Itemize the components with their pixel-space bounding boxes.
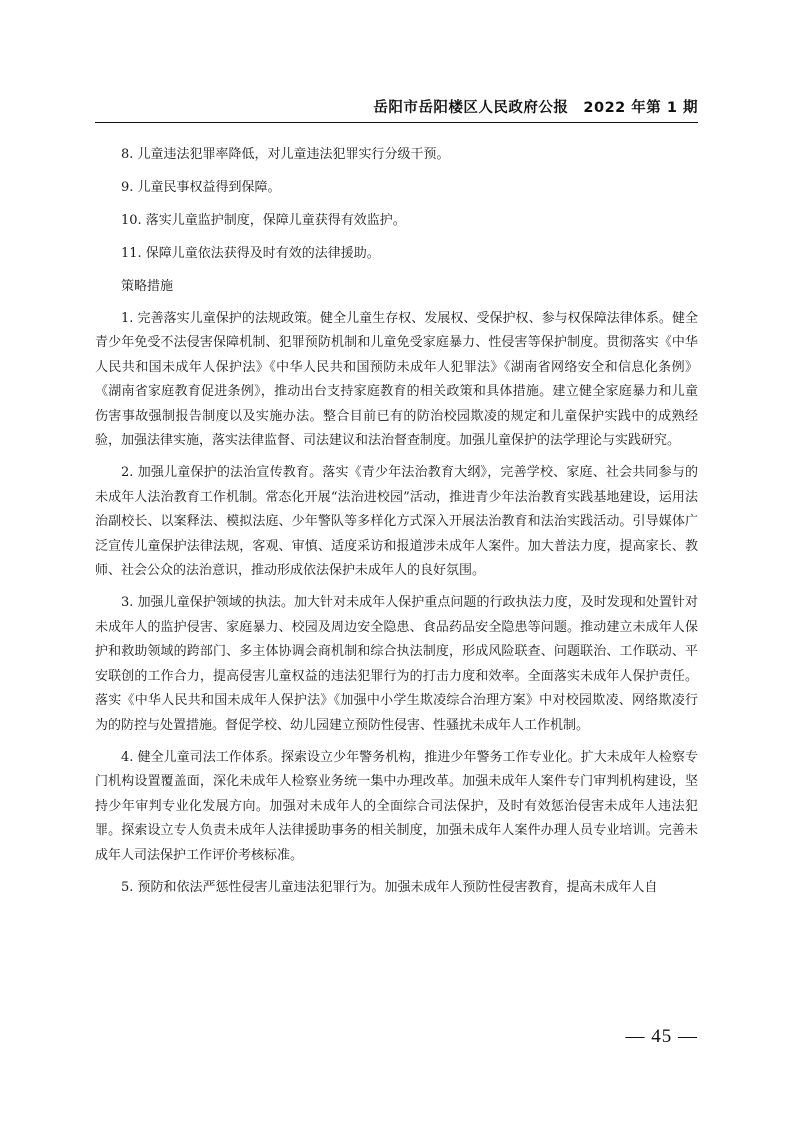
goal-item: 8. 儿童违法犯罪率降低，对儿童违法犯罪实行分级干预。 [121,147,450,162]
page-header [95,96,698,122]
document-body [95,138,698,908]
header-rule [95,122,698,123]
measure-paragraph: 1. 完善落实儿童保护的法规政策。健全儿童生存权、发展权、受保护权、参与权保障法律体系。健全青少年免受不法侵害保障机制、犯罪预防机制和儿童免受家庭暴力、性侵害等保护制度。贯彻落实《中华人民共和国未成年人保护法》《中华人民共和国预防未成年人犯罪法》《湖南省网络安全和信息化条例》《湖南省家庭教育促进条例》，推动出台支持家庭教育的相关政策和具体措施。建立健全家庭暴力和儿童伤害事故强制报告制度以及实施办法。整合目前已有的防治校园欺凌的规定和儿童保护实践中的成熟经验，加强法律实施，落实法律监督、司法建议和法治督查制度。加强儿童保护的法学理论与实践研究。 [95,311,698,449]
measure-paragraph: 4. 健全儿童司法工作体系。探索设立少年警务机构，推进少年警务工作专业化。扩大未成年人检察专门机构设置覆盖面，深化未成年人检察业务统一集中办理改革。加强未成年人案件专门审判机构建设，坚持少年审判专业化发展方向。加强对未成年人的全面综合司法保护，及时有效惩治侵害未成年人违法犯罪。探索设立专人负责未成年人法律援助事务的相关制度，加强未成年人案件办理人员专业培训。完善未成年人司法保护工作评价考核标准。 [95,749,698,863]
page-number: — 45 — [625,1026,698,1047]
measure-paragraph: 5. 预防和依法严惩性侵害儿童违法犯罪行为。加强未成年人预防性侵害教育，提高未成年人自 [121,879,658,895]
measure-paragraph: 3. 加强儿童保护领域的执法。加大针对未成年人保护重点问题的行政执法力度，及时发现和处置针对未成年人的监护侵害、家庭暴力、校园及周边安全隐患、食品药品安全隐患等问题。推动建立未成年人保护和救助领域的跨部门、多主体协调会商机制和综合执法制度，形成风险联查、问题联治、工作联动、平安联创的工作合力，提高侵害儿童权益的违法犯罪行为的打击力度和效率。全面落实未成年人保护责任。落实《中华人民共和国未成年人保护法》《加强中小学生欺凌综合治理方案》中对校园欺凌、网络欺凌行为的防控与处置措施。督促学校、幼儿园建立预防性侵害、性骚扰未成年人工作机制。 [95,595,698,733]
measure-paragraph: 2. 加强儿童保护的法治宣传教育。落实《青少年法治教育大纲》，完善学校、家庭、社会共同参与的未成年人法治教育工作机制。常态化开展“法治进校园”活动，推进青少年法治教育实践基地建设，运用法治副校长、以案释法、模拟法庭、少年警队等多样化方式深入开展法治教育和法治实践活动。引导媒体广泛宣传儿童保护法律法规，客观、审慎、适度采访和报道涉未成年人案件。加大普法力度，提高家长、教师、社会公众的法治意识，推动形成依法保护未成年人的良好氛围。 [95,465,698,579]
goal-item: 11. 保障儿童依法获得及时有效的法律援助。 [121,246,380,261]
section-heading: 策略措施 [121,279,174,294]
goal-item: 9. 儿童民事权益得到保障。 [121,180,281,195]
gazette-title: 岳阳市岳阳楼区人民政府公报 2022 年第 1 期 [373,100,698,116]
goal-item: 10. 落实儿童监护制度，保障儿童获得有效监护。 [121,213,406,228]
